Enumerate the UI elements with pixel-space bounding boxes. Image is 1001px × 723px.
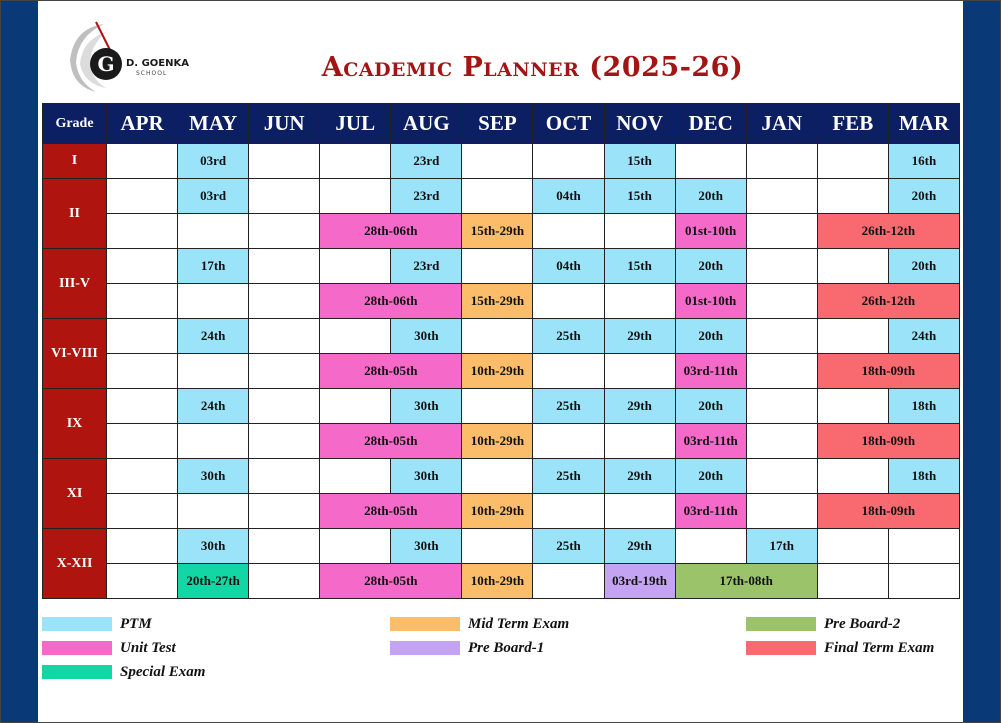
schedule-cell: 30th <box>178 529 249 564</box>
empty-cell <box>746 494 817 529</box>
legend-label: Special Exam <box>120 663 206 680</box>
table-row <box>43 214 960 249</box>
empty-cell <box>249 389 320 424</box>
empty-cell <box>249 214 320 249</box>
legend-swatch <box>42 665 112 679</box>
grade-label: IX <box>43 389 107 459</box>
header-row <box>43 104 960 144</box>
schedule-cell: 03rd <box>178 179 249 214</box>
legend-swatch <box>390 617 460 631</box>
month-header-feb: FEB <box>817 104 888 144</box>
month-header-apr: APR <box>107 104 178 144</box>
empty-cell <box>817 529 888 564</box>
schedule-cell: 30th <box>391 389 462 424</box>
empty-cell <box>107 144 178 179</box>
empty-cell <box>249 529 320 564</box>
empty-cell <box>249 249 320 284</box>
grade-label: II <box>43 179 107 249</box>
empty-cell <box>178 214 249 249</box>
empty-cell <box>817 389 888 424</box>
month-header-jan: JAN <box>746 104 817 144</box>
schedule-cell: 18th-09th <box>817 494 959 529</box>
schedule-cell: 16th <box>888 144 959 179</box>
empty-cell <box>107 284 178 319</box>
empty-cell <box>533 564 604 599</box>
legend-item <box>42 639 176 657</box>
grade-label: XI <box>43 459 107 529</box>
schedule-cell: 20th <box>675 249 746 284</box>
logo-initial: G <box>97 52 115 76</box>
legend-swatch <box>42 641 112 655</box>
empty-cell <box>249 459 320 494</box>
table-row <box>43 284 960 319</box>
schedule-cell: 28th-05th <box>320 424 462 459</box>
empty-cell <box>107 494 178 529</box>
month-header-nov: NOV <box>604 104 675 144</box>
month-header-may: MAY <box>178 104 249 144</box>
legend-item <box>746 615 900 633</box>
schedule-cell: 24th <box>178 389 249 424</box>
schedule-cell: 20th <box>888 249 959 284</box>
empty-cell <box>249 144 320 179</box>
table-row <box>43 179 960 214</box>
legend-item <box>42 663 205 681</box>
schedule-cell: 01st-10th <box>675 214 746 249</box>
empty-cell <box>604 494 675 529</box>
legend-label: Final Term Exam <box>824 639 935 656</box>
legend-swatch <box>746 617 816 631</box>
empty-cell <box>107 179 178 214</box>
schedule-cell: 24th <box>178 319 249 354</box>
empty-cell <box>746 354 817 389</box>
schedule-cell: 10th-29th <box>462 424 533 459</box>
schedule-cell: 23rd <box>391 144 462 179</box>
schedule-cell: 29th <box>604 459 675 494</box>
logo-sub: SCHOOL <box>136 70 168 77</box>
grade-column-header: Grade <box>43 104 107 144</box>
schedule-cell: 18th-09th <box>817 424 959 459</box>
legend-item <box>390 639 544 657</box>
empty-cell <box>107 529 178 564</box>
schedule-cell: 15th <box>604 144 675 179</box>
empty-cell <box>178 494 249 529</box>
schedule-cell: 25th <box>533 389 604 424</box>
legend-label: Unit Test <box>120 639 176 656</box>
table-row <box>43 494 960 529</box>
empty-cell <box>320 319 391 354</box>
schedule-cell: 03rd <box>178 144 249 179</box>
schedule-cell: 24th <box>888 319 959 354</box>
empty-cell <box>746 389 817 424</box>
empty-cell <box>107 459 178 494</box>
empty-cell <box>533 354 604 389</box>
empty-cell <box>107 214 178 249</box>
empty-cell <box>320 249 391 284</box>
empty-cell <box>888 529 959 564</box>
empty-cell <box>178 284 249 319</box>
schedule-cell: 20th-27th <box>178 564 249 599</box>
schedule-cell: 17th-08th <box>675 564 817 599</box>
logo-name: D. GOENKA <box>126 58 189 69</box>
schedule-cell: 30th <box>391 529 462 564</box>
empty-cell <box>107 319 178 354</box>
table-row <box>43 424 960 459</box>
empty-cell <box>817 564 888 599</box>
empty-cell <box>249 354 320 389</box>
schedule-cell: 20th <box>675 459 746 494</box>
table-row <box>43 389 960 424</box>
table-row <box>43 459 960 494</box>
schedule-cell: 03rd-11th <box>675 424 746 459</box>
empty-cell <box>320 179 391 214</box>
empty-cell <box>249 319 320 354</box>
empty-cell <box>462 459 533 494</box>
empty-cell <box>533 144 604 179</box>
table-row <box>43 354 960 389</box>
empty-cell <box>888 564 959 599</box>
empty-cell <box>604 284 675 319</box>
empty-cell <box>462 249 533 284</box>
empty-cell <box>462 529 533 564</box>
empty-cell <box>604 214 675 249</box>
empty-cell <box>249 564 320 599</box>
empty-cell <box>249 494 320 529</box>
empty-cell <box>320 459 391 494</box>
schedule-cell: 10th-29th <box>462 564 533 599</box>
empty-cell <box>320 529 391 564</box>
empty-cell <box>746 214 817 249</box>
grade-label: X-XII <box>43 529 107 599</box>
month-header-aug: AUG <box>391 104 462 144</box>
schedule-cell: 20th <box>675 319 746 354</box>
schedule-cell: 03rd-11th <box>675 354 746 389</box>
grade-label: VI-VIII <box>43 319 107 389</box>
legend-item <box>42 615 152 633</box>
table-row <box>43 144 960 179</box>
schedule-cell: 20th <box>675 389 746 424</box>
legend-item <box>390 615 569 633</box>
empty-cell <box>462 144 533 179</box>
empty-cell <box>746 284 817 319</box>
academic-planner-table <box>42 103 960 599</box>
month-header-dec: DEC <box>675 104 746 144</box>
schedule-cell: 15th-29th <box>462 284 533 319</box>
empty-cell <box>249 179 320 214</box>
empty-cell <box>107 249 178 284</box>
legend-label: Pre Board-2 <box>824 615 901 632</box>
month-header-jul: JUL <box>320 104 391 144</box>
schedule-cell: 18th <box>888 459 959 494</box>
empty-cell <box>249 424 320 459</box>
table-row <box>43 319 960 354</box>
month-header-jun: JUN <box>249 104 320 144</box>
empty-cell <box>746 459 817 494</box>
schedule-cell: 18th <box>888 389 959 424</box>
empty-cell <box>107 389 178 424</box>
schedule-cell: 28th-06th <box>320 284 462 319</box>
empty-cell <box>320 389 391 424</box>
month-header-sep: SEP <box>462 104 533 144</box>
schedule-cell: 25th <box>533 319 604 354</box>
schedule-cell: 29th <box>604 529 675 564</box>
empty-cell <box>817 179 888 214</box>
empty-cell <box>604 354 675 389</box>
grade-label: I <box>43 144 107 179</box>
schedule-cell: 26th-12th <box>817 284 959 319</box>
schedule-cell: 28th-05th <box>320 564 462 599</box>
schedule-cell: 29th <box>604 389 675 424</box>
schedule-cell: 20th <box>675 179 746 214</box>
schedule-cell: 15th <box>604 249 675 284</box>
schedule-cell: 03rd-11th <box>675 494 746 529</box>
empty-cell <box>746 249 817 284</box>
month-header-mar: MAR <box>888 104 959 144</box>
schedule-cell: 04th <box>533 249 604 284</box>
empty-cell <box>462 179 533 214</box>
empty-cell <box>675 144 746 179</box>
empty-cell <box>178 354 249 389</box>
legend-label: Pre Board-1 <box>468 639 545 656</box>
table-row <box>43 249 960 284</box>
legend-label: Mid Term Exam <box>468 615 570 632</box>
empty-cell <box>107 354 178 389</box>
table-row <box>43 564 960 599</box>
schedule-cell: 01st-10th <box>675 284 746 319</box>
empty-cell <box>178 424 249 459</box>
empty-cell <box>107 564 178 599</box>
schedule-cell: 15th-29th <box>462 214 533 249</box>
empty-cell <box>462 389 533 424</box>
schedule-cell: 25th <box>533 459 604 494</box>
schedule-cell: 18th-09th <box>817 354 959 389</box>
empty-cell <box>817 249 888 284</box>
schedule-cell: 30th <box>178 459 249 494</box>
left-border-band <box>1 1 38 722</box>
schedule-cell: 30th <box>391 319 462 354</box>
empty-cell <box>817 144 888 179</box>
month-header-oct: OCT <box>533 104 604 144</box>
schedule-cell: 23rd <box>391 179 462 214</box>
empty-cell <box>249 284 320 319</box>
legend-swatch <box>746 641 816 655</box>
schedule-cell: 29th <box>604 319 675 354</box>
empty-cell <box>533 284 604 319</box>
schedule-cell: 15th <box>604 179 675 214</box>
schedule-cell: 26th-12th <box>817 214 959 249</box>
empty-cell <box>746 179 817 214</box>
empty-cell <box>675 529 746 564</box>
empty-cell <box>462 319 533 354</box>
schedule-cell: 10th-29th <box>462 494 533 529</box>
schedule-cell: 28th-05th <box>320 354 462 389</box>
right-border-band <box>963 1 1000 722</box>
empty-cell <box>604 424 675 459</box>
schedule-cell: 17th <box>746 529 817 564</box>
legend-label: PTM <box>120 615 152 632</box>
empty-cell <box>533 214 604 249</box>
schedule-cell: 17th <box>178 249 249 284</box>
empty-cell <box>746 144 817 179</box>
schedule-cell: 23rd <box>391 249 462 284</box>
empty-cell <box>746 319 817 354</box>
empty-cell <box>533 424 604 459</box>
table-row <box>43 529 960 564</box>
schedule-cell: 25th <box>533 529 604 564</box>
empty-cell <box>320 144 391 179</box>
schedule-cell: 04th <box>533 179 604 214</box>
schedule-cell: 28th-06th <box>320 214 462 249</box>
empty-cell <box>817 319 888 354</box>
schedule-cell: 30th <box>391 459 462 494</box>
legend-swatch <box>42 617 112 631</box>
grade-label: III-V <box>43 249 107 319</box>
page-title: Academic Planner (2025-26) <box>321 52 744 83</box>
schedule-cell: 10th-29th <box>462 354 533 389</box>
schedule-cell: 28th-05th <box>320 494 462 529</box>
empty-cell <box>746 424 817 459</box>
legend-item <box>746 639 934 657</box>
empty-cell <box>107 424 178 459</box>
empty-cell <box>817 459 888 494</box>
empty-cell <box>533 494 604 529</box>
legend-swatch <box>390 641 460 655</box>
schedule-cell: 03rd-19th <box>604 564 675 599</box>
schedule-cell: 20th <box>888 179 959 214</box>
